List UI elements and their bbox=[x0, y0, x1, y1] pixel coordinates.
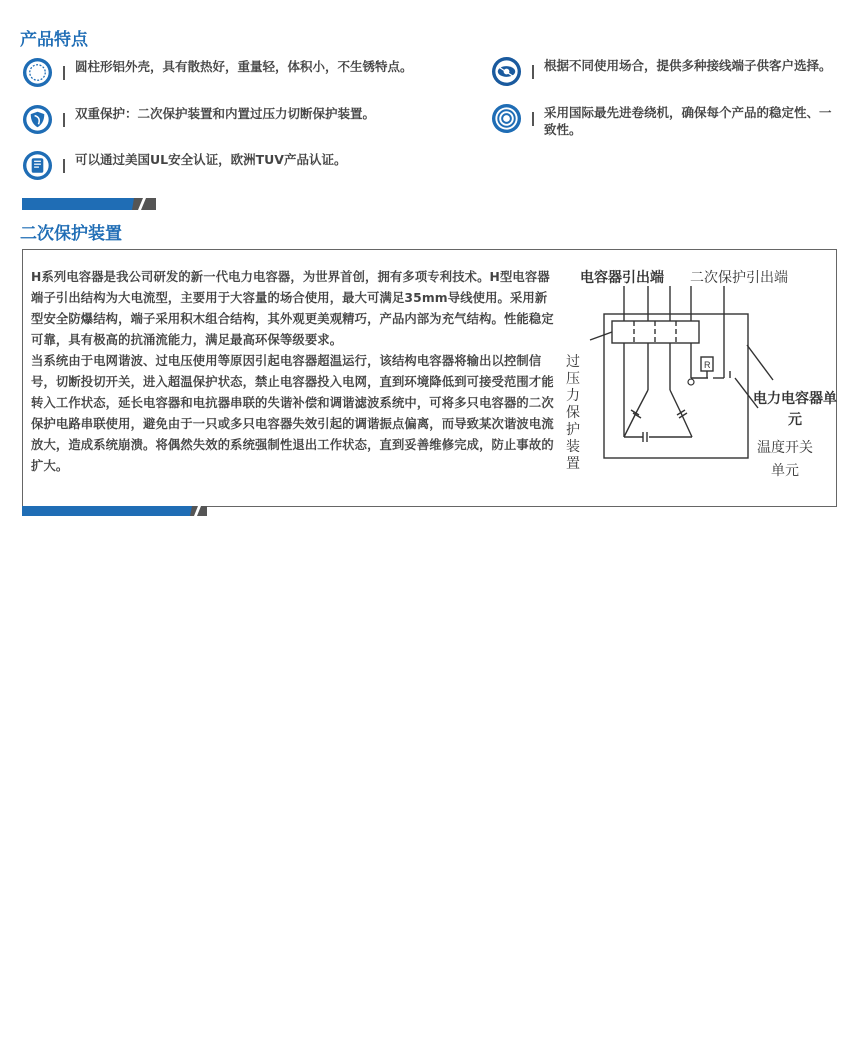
section-title-secondary-protection: 二次保护装置 bbox=[20, 224, 122, 244]
circle-dots-icon bbox=[22, 57, 53, 88]
circuit-schematic bbox=[23, 250, 838, 508]
eye-icon bbox=[491, 56, 522, 87]
feature-item bbox=[22, 150, 455, 181]
feature-item bbox=[22, 104, 455, 135]
feature-text: 双重保护：二次保护装置和内置过压力切断保护装置。 bbox=[75, 106, 376, 121]
temp-switch-label: 温度开关单元 bbox=[757, 440, 813, 479]
shield-icon bbox=[22, 104, 53, 135]
target-icon bbox=[491, 103, 522, 134]
feature-separator bbox=[532, 112, 534, 126]
paragraph-2: 当系统由于电网谐波、过电压使用等原因引起电容器超温运行，该结构电容器将输出以控制信号，切断投切开关，进入超温保护状态，禁止电容器投入电网，直到环境降低到可接受范围才能转入工作状态，延长电容器和电抗器串联的失谐补偿和调谐滤波系统中，可将多只电容器的二次保护电路串联使用，避免由于一只或多只电容器失效引起的调谐振点偏离，而导致某次谐波电流放大，造成系统崩溃。将偶然失效的系统强制性退出工作状态，直到妥善维修完成，防止事故的扩大。 bbox=[31, 354, 554, 473]
section-title-features: 产品特点 bbox=[20, 30, 88, 50]
feature-text: 根据不同使用场合，提供多种接线端子供客户选择。 bbox=[544, 58, 832, 73]
certificate-icon bbox=[22, 150, 53, 181]
feature-text: 可以通过美国UL安全认证，欧洲TUV产品认证。 bbox=[75, 152, 347, 167]
feature-separator bbox=[63, 113, 65, 127]
paragraph-1: H系列电容器是我公司研发的新一代电力电容器，为世界首创，拥有多项专利技术。H型电容器端子引出结构为大电流型，主要用于大容量的场合使用，最大可满足35mm导线使用。采用新型安全防爆结构，端子采用积木组合结构，其外观更美观精巧，产品内部为充气结构。性能稳定可靠，具有极高的抗涌流能力，满足最高环保等级要求。 bbox=[31, 270, 554, 347]
feature-separator bbox=[63, 159, 65, 173]
capacitor-unit-label: 电力电容器单元 bbox=[753, 391, 837, 428]
feature-item bbox=[491, 103, 834, 138]
resistor-label: R bbox=[704, 360, 711, 370]
feature-item bbox=[22, 57, 465, 88]
content-panel bbox=[22, 249, 837, 507]
feature-separator bbox=[63, 66, 65, 80]
feature-text: 采用国际最先进卷绕机，确保每个产品的稳定性、一致性。 bbox=[544, 105, 832, 137]
panel-bottom-bar bbox=[22, 506, 207, 516]
section-divider bbox=[22, 198, 156, 210]
feature-text: 圆柱形铝外壳，具有散热好，重量轻，体积小，不生锈特点。 bbox=[75, 59, 413, 74]
overpressure-label: 过压力保护装置 bbox=[566, 354, 580, 472]
secondary-terminal-label: 二次保护引出端 bbox=[690, 270, 788, 286]
capacitor-terminal-label: 电容器引出端 bbox=[580, 270, 664, 286]
feature-item bbox=[491, 56, 834, 87]
feature-separator bbox=[532, 65, 534, 79]
